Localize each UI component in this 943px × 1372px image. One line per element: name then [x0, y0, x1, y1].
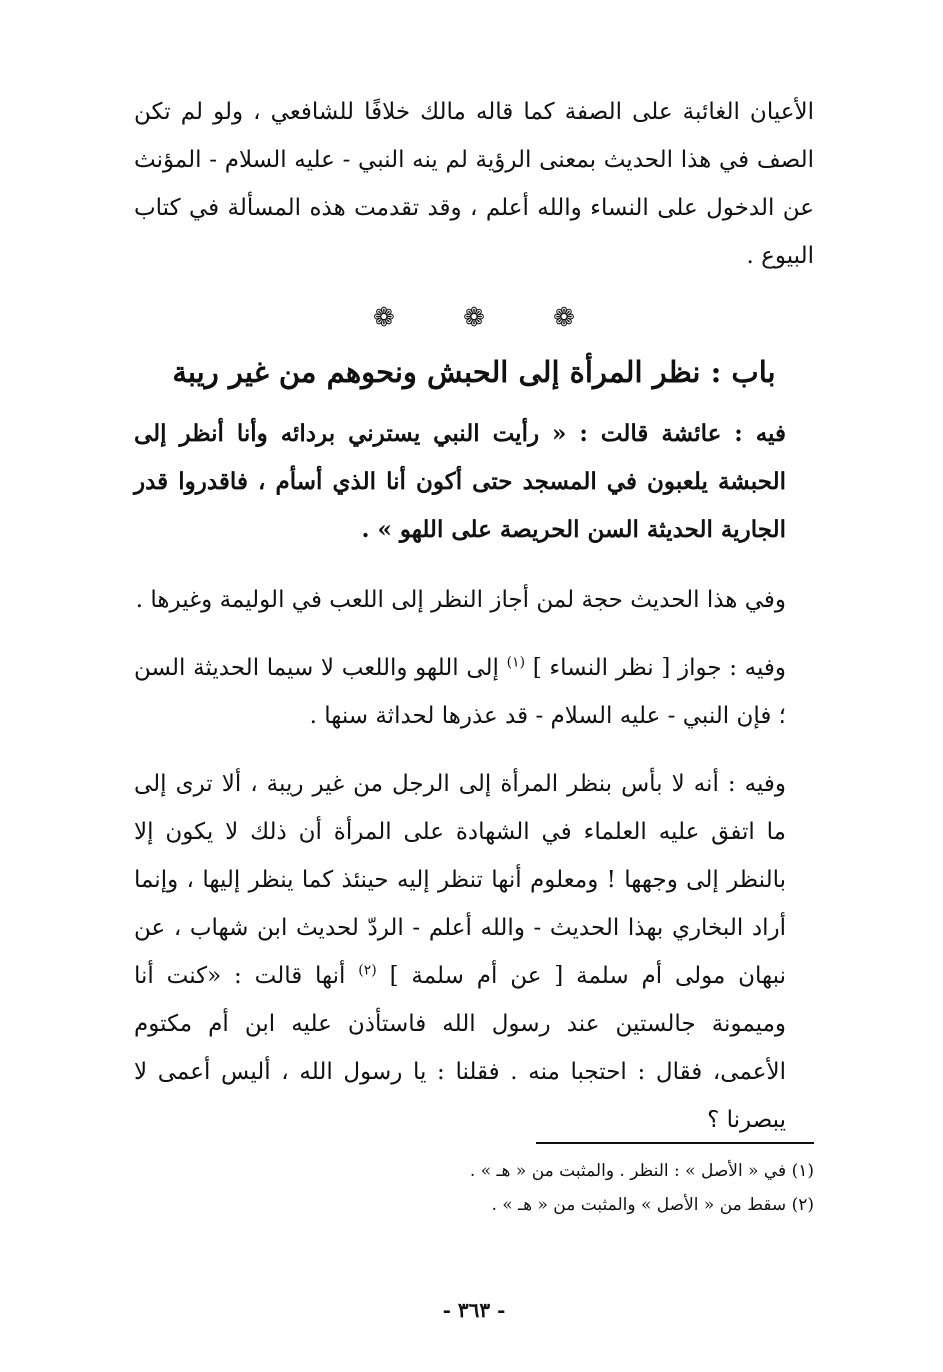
paragraph-text: وفيه : أنه لا بأس بنظر المرأة إلى الرجل من غير ريبة ، ألا ترى إلى ما اتفق عليه العلماء في الشهادة على المرأة أن ذلك لا يكون إلا بالنظر إلى وجهها ! ومعلوم أنها تنظر إليه حينئذ كما ينظر إليها ، وإنما أراد البخاري بهذا الحديث - والله أعلم - الردّ لحديث ابن شهاب ، عن نبهان مولى أم سلمة [ عن أم سلمة ]	[134, 771, 786, 989]
footnote-ref-2[interactable]: (٢)	[358, 962, 377, 979]
commentary-paragraph-2	[134, 644, 814, 740]
footnote-ref-1[interactable]: (١)	[506, 654, 526, 671]
book-page	[134, 88, 814, 1322]
commentary-paragraph-3	[134, 760, 814, 1144]
paragraph-text: إلى اللهو واللعب لا سيما الحديثة السن ؛ فإن النبي - عليه السلام - قد عذرها لحداثة سنها .	[134, 655, 786, 729]
footnote-divider	[536, 1142, 814, 1144]
footnotes	[134, 1154, 814, 1222]
asterism-icon: ❁	[373, 303, 395, 333]
section-separator	[134, 298, 814, 338]
asterism-icon: ❁	[463, 303, 485, 333]
page-number: - ٣٦٣ -	[442, 1298, 506, 1322]
footnote-2: (٢) سقط من « الأصل » والمثبت من « هـ » .	[491, 1195, 814, 1215]
hadith-text: فيه : عائشة قالت : « رأيت النبي يسترني بردائه وأنا أنظر إلى الحبشة يلعبون في المسجد حتى أكون أنا الذي أسأم ، فاقدروا قدر الجارية الحديثة السن الحريصة على اللهو » .	[134, 420, 786, 543]
footnote-1: (١) في « الأصل » : النظر . والمثبت من « هـ » .	[469, 1161, 814, 1181]
paragraph-continuation: الأعيان الغائبة على الصفة كما قاله مالك خلافًا للشافعي ، ولو لم تكن الصف في هذا الحديث بمعنى الرؤية لم ينه النبي - عليه السلام - المؤنث عن الدخول على النساء والله أعلم ، وقد تقدمت هذه المسألة في كتاب البيوع .	[134, 99, 814, 269]
paragraph-text: وفيه : جواز [ نظر النساء ]	[532, 655, 787, 681]
asterism-icon: ❁	[553, 303, 575, 333]
paragraph-text: أنها قالت : «كنت أنا وميمونة جالستين عند رسول الله فاستأذن عليه ابن أم مكتوم الأعمى، فقال : احتجبا منه . فقلنا : يا رسول الله ، أليس أعمى لا يبصرنا ؟	[134, 963, 786, 1133]
commentary-paragraph-1: وفي هذا الحديث حجة لمن أجاز النظر إلى اللعب في الوليمة وغيرها .	[135, 587, 786, 613]
chapter-title: باب : نظر المرأة إلى الحبش ونحوهم من غير ريبة	[172, 355, 776, 389]
